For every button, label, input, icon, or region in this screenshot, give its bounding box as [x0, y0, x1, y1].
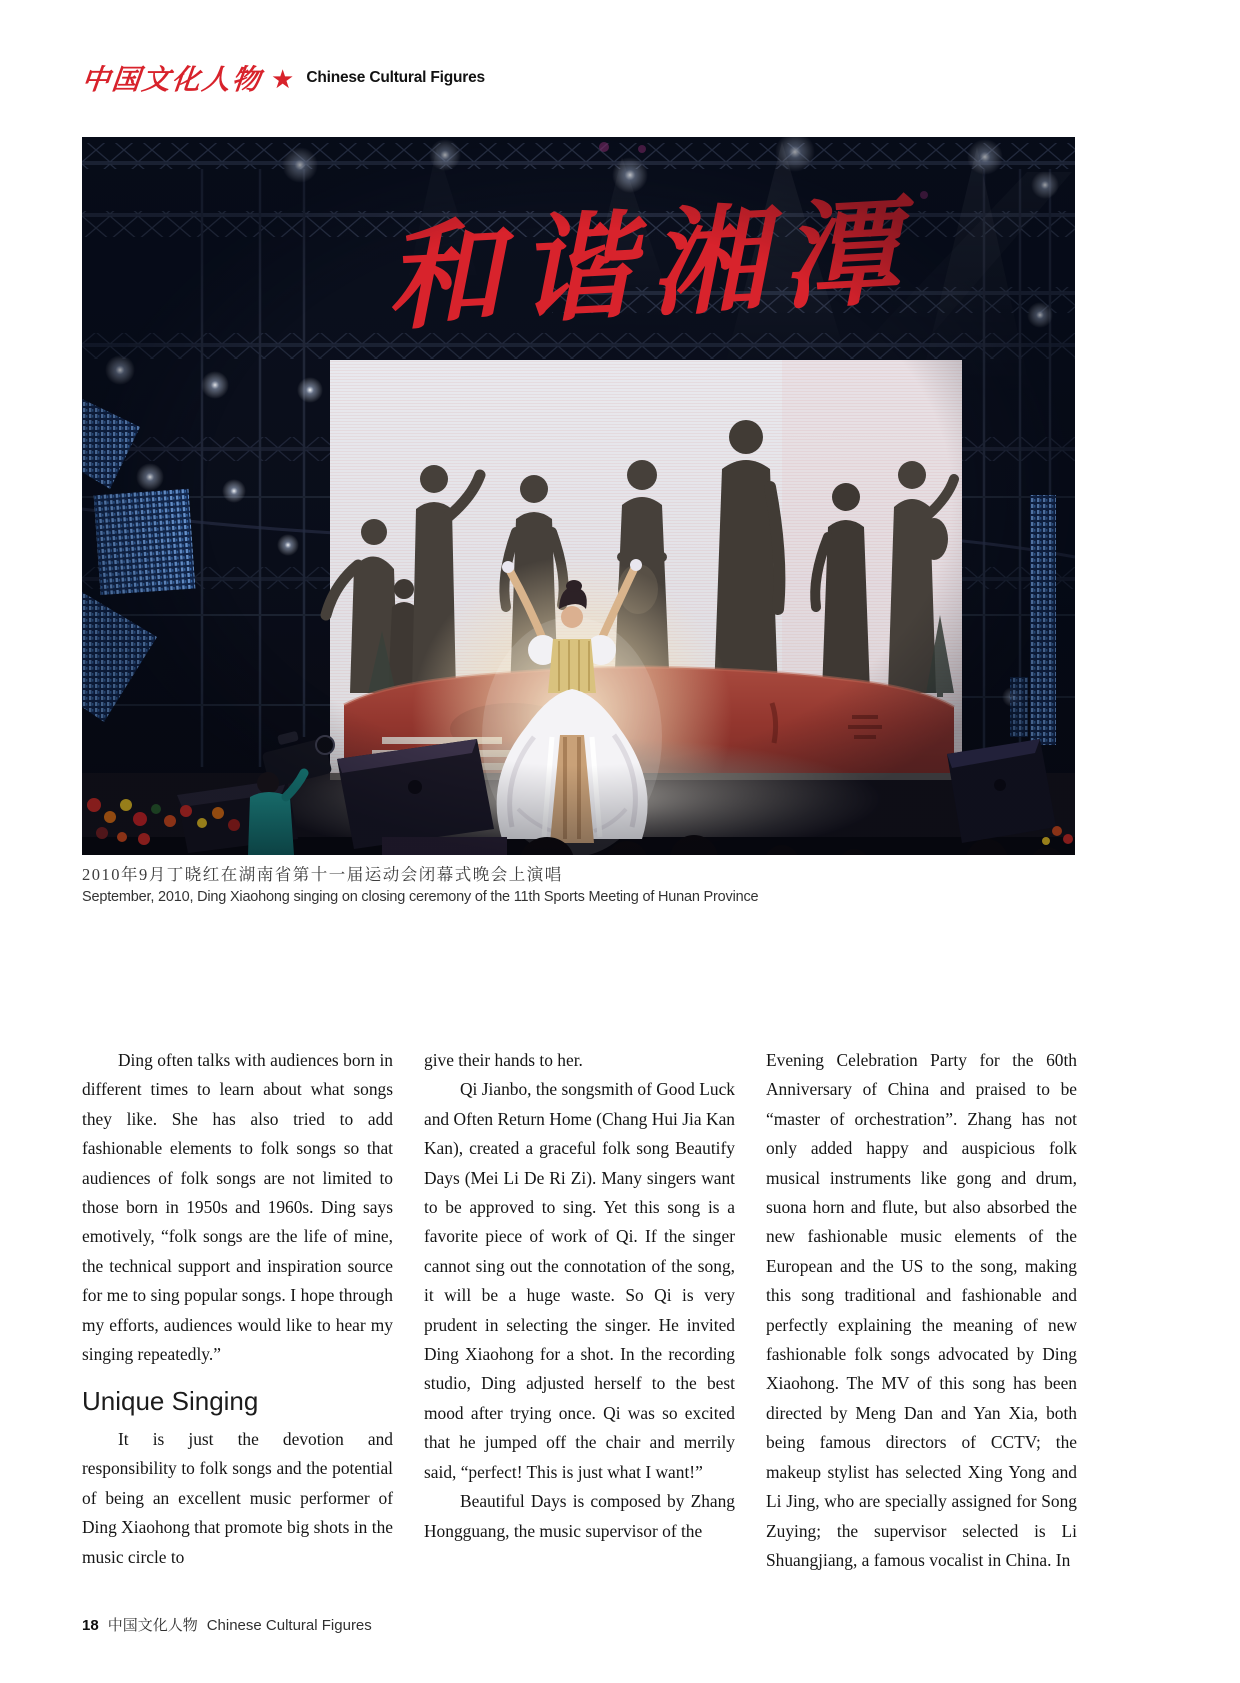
paragraph: Qi Jianbo, the songsmith of Good Luck and Often Return Home (Chang Hui Jia Kan Kan), created a graceful folk song Beautify Days (Mei Li De Ri Zi). Many singers want to be approved to sing. Yet this song is a favorite piece of work of Qi. If the singer cannot sing out the connotation of the song, it will be a huge waste. So Qi is very prudent in selecting the singer. He invited Ding Xiaohong for a shot. In the recording studio, Ding adjusted herself to the best mood after trying once. Qi was so excited that he jumped off the chair and merrily said, “perfect! This is just what I want!”	[424, 1079, 735, 1482]
stage-photo-illustration	[82, 137, 1075, 855]
article-column-2	[424, 1046, 735, 1575]
article-columns	[82, 1046, 1078, 1575]
article-column-3	[766, 1046, 1077, 1575]
paragraph: Evening Celebration Party for the 60th Anniversary of China and praised to be “master of orchestration”. Zhang has not only added happy and auspicious folk musical instruments like gong and drum, suona horn and flute, but also absorbed the new fashionable music elements of the European and the US to the song, making this song traditional and fashionable and perfectly explaining the meaning of new fashionable folk songs advocated by Ding Xiaohong. The MV of this song has been directed by Meng Dan and Yan Xia, both being famous directors of CCTV; the makeup stylist has selected Xing Yong and Li Jing, who are specially assigned for Song Zuying; the supervisor selected is Li Shuangjiang, a famous vocalist in China. In	[766, 1050, 1077, 1570]
magazine-logo-chinese: 中国文化人物	[80, 65, 264, 96]
photo-caption-cn: 2010年9月丁晓红在湖南省第十一届运动会闭幕式晚会上演唱	[82, 865, 563, 884]
star-icon: ★	[271, 64, 295, 94]
paragraph: give their hands to her.	[424, 1050, 583, 1070]
paragraph: It is just the devotion and responsibility to folk songs and the potential of being an excellent music performer of Ding Xiaohong that promote big shots in the music circle to	[82, 1429, 393, 1567]
page-number: 18	[82, 1617, 99, 1634]
magazine-header	[82, 58, 485, 98]
photo-vignette	[82, 137, 1075, 855]
stage-photo	[82, 137, 1075, 855]
magazine-logo-english: Chinese Cultural Figures	[306, 69, 485, 86]
page-footer	[82, 1614, 372, 1635]
article-column-1	[82, 1046, 393, 1575]
footer-title-en: Chinese Cultural Figures	[206, 1617, 372, 1634]
footer-title-cn: 中国文化人物	[107, 1617, 198, 1634]
section-heading-unique-singing: Unique Singing	[82, 1386, 259, 1417]
photo-caption-en: September, 2010, Ding Xiaohong singing on closing ceremony of the 11th Sports Meeting of Hunan Province	[82, 889, 759, 905]
paragraph: Beautiful Days is composed by Zhang Hongguang, the music supervisor of the	[424, 1491, 735, 1541]
paragraph: Ding often talks with audiences born in different times to learn about what songs they like. She has also tried to add fashionable elements to folk songs so that audiences of folk songs are not limited to those born in 1950s and 1960s. Ding says emotively, “folk songs are the life of mine, the technical support and inspiration source for me to sing popular songs. I hope through my efforts, audiences would like to hear my singing repeatedly.”	[82, 1050, 393, 1365]
